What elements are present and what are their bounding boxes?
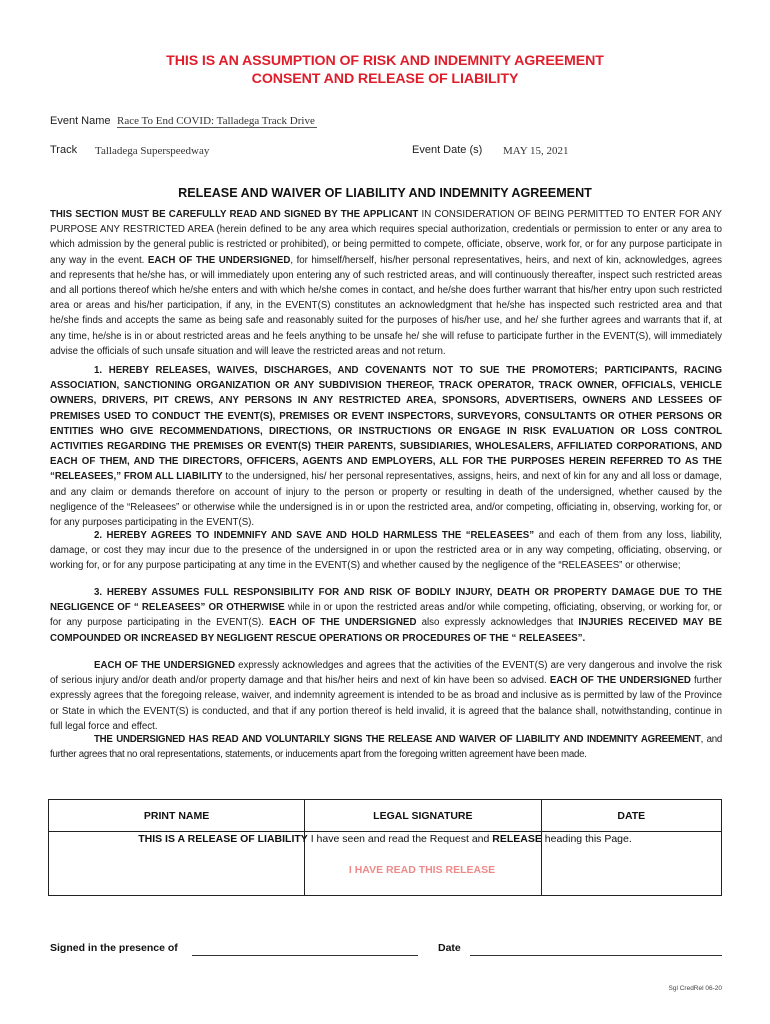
witness-label: Signed in the presence of [50, 942, 178, 954]
acknowledgement-paragraph [50, 658, 722, 734]
event-date-field[interactable]: MAY 15, 2021 [503, 145, 569, 157]
legal-signature-header: LEGAL SIGNATURE [305, 800, 541, 832]
intro-paragraph [50, 207, 722, 359]
event-name-field[interactable]: Race To End COVID: Talladega Track Drive [117, 115, 315, 127]
agreement-bold: THE UNDERSIGNED HAS READ AND VOLUNTARILY SIGNS THE RELEASE AND WAIVER OF LIABILITY AND INDEMNITY AGREEMENT [94, 734, 701, 745]
clause-2-text: and each of them from any loss, liability, damage, or cost they may incur due to the presence of the undersigned in or upon the restricted area or in any way competing, officiating, observing, or working for, or for any purpose participating at any time in the EVENT(S) and whether caused by the negligence of the “RELEASEES” or otherwise; [50, 530, 722, 572]
agreement-text: , and further agrees that no oral representations, statements, or inducements apart from the foregoing written agreement have been made. [50, 734, 723, 761]
notice-text-a: I have seen and read the Request and [307, 833, 493, 845]
intro-bold-2: EACH OF THE UNDERSIGNED [147, 254, 291, 266]
notice-text-b: heading this Page. [541, 833, 632, 845]
read-release-mark: I HAVE READ THIS RELEASE [348, 864, 496, 876]
intro-text-b: , for himself/herself, his/her personal representatives, heirs, and next of kin, acknowledges, agrees and represents that he/she has, or will immediately upon entering any of such restricted areas, and will continuously thereafter, inspect such restricted areas and all portions thereof which he/she enters and with which he/she comes in contact, and he/she does further warrant that his/her entry upon such restricted area or areas and his/her participation, if any, in the EVENT(S) constitutes an acknowledgment that he/she has inspected such restricted area and that he/she finds and accepts the same as being safe and reasonably suited for the purposes of his/her use, and he/ she further agrees and warrants that if, at any time, he/she is in or about restricted areas and he feels anything to be unsafe he/ she will refuse to participate further in the EVENT(S), will immediately advise the officials of such unsafe situation and will leave the restricted areas and not return. [50, 254, 722, 357]
track-field[interactable]: Talladega Superspeedway [95, 145, 210, 157]
clause-3-bold: 3. HEREBY ASSUMES FULL RESPONSIBILITY FOR AND RISK OF BODILY INJURY, DEATH OR PROPERTY DAMAGE DUE TO THE NEGLIGENCE OF “ RELEASEES” OR OTHERWISE [50, 587, 722, 614]
clause-1-bold: 1. HEREBY RELEASES, WAIVES, DISCHARGES, AND COVENANTS NOT TO SUE THE PROMOTERS; PARTICIPANTS, RACING ASSOCIATION, SANCTIONING ORGANIZATION OR ANY SUBDIVISION THEREOF, TRACK OPERATOR, TRACK OWNER, OFFICIALS, VEHICLE OWNERS, DRIVERS, PIT CREWS, ANY PERSONS IN ANY RESTRICTED AREA, SPONSORS, ADVERTISERS, OWNERS AND LESSEES OF PREMISES USED TO CONDUCT THE EVENT(S), PREMISES OR EVENT INSPECTORS, SURVEYORS, CONSULTANTS OR OTHER PERSONS OR ENTITIES WHO GIVE RECOMMENDATIONS, DIRECTIONS, OR INSTRUCTIONS OR ENGAGE IN RISK EVALUATION OR LOSS CONTROL ACTIVITIES REGARDING THE PREMISES OR EVENT(S) THEIR PARENTS, SUBSIDIARIES, WHOLESALERS, AFFILIATED CORPORATIONS, AND EACH OF THEM, AND THE DIRECTORS, OFFICERS, AGENTS AND EMPLOYERS, ALL FOR THE PURPOSES HEREIN REFERRED TO AS THE “RELEASEES,” FROM ALL LIABILITY [50, 365, 722, 483]
witness-line[interactable] [192, 955, 418, 956]
clause-3-bold-3: INJURIES RECEIVED MAY BE COMPOUNDED OR INCREASED BY NEGLIGENT RESCUE OPERATIONS OR PROCEDURES OF THE “ RELEASEES”. [50, 617, 722, 644]
clause-3-text-b: also expressly acknowledges that [416, 617, 579, 629]
form-title-line-2: CONSENT AND RELEASE OF LIABILITY [251, 71, 519, 87]
print-name-header: PRINT NAME [49, 800, 305, 832]
form-title-line-1: THIS IS AN ASSUMPTION OF RISK AND INDEMNITY AGREEMENT [166, 53, 604, 69]
ack-text-a: expressly acknowledges and agrees that the activities of the EVENT(S) are very dangerous and involve the risk of serious injury and/or death and/or property damage and that his/her heirs and next of kin have been so advised. [50, 660, 722, 687]
date-header: DATE [541, 800, 721, 832]
clause-1-text: to the undersigned, his/ her personal representatives, assigns, heirs, and next of kin for any and all loss or damage, and any claim or demands therefore on account of injury to the person or property or resulting in death of the undersigned, whether caused by the negligence of the “Releasees” or otherwise while the undersigned is in or upon the restricted area, and/or competing, officiating in, observing, working for, or for any purposes participating in the EVENT(S). [50, 471, 722, 529]
notice-bold: THIS IS A RELEASE OF LIABILITY [138, 833, 308, 845]
event-date-label: Event Date (s) [412, 144, 483, 156]
track-label: Track [50, 144, 78, 156]
notice-bold-2: RELEASE [492, 833, 542, 845]
event-name-label: Event Name [50, 115, 111, 127]
revision-code: Sgl CredRel 06-20 [668, 985, 722, 992]
ack-bold: EACH OF THE UNDERSIGNED [94, 660, 236, 671]
intro-bold: THIS SECTION MUST BE CAREFULLY READ AND SIGNED BY THE APPLICANT [50, 209, 419, 220]
signature-table [48, 799, 722, 896]
clause-1-paragraph [50, 363, 722, 530]
agreement-paragraph [50, 732, 722, 762]
clause-2-paragraph [50, 528, 722, 574]
clause-3-bold-2: EACH OF THE UNDERSIGNED [269, 617, 417, 629]
clause-3-paragraph [50, 585, 722, 646]
intro-text-a: IN CONSIDERATION OF BEING PERMITTED TO ENTER FOR ANY PURPOSE ANY RESTRICTED AREA (herein defined to be any area which requires special authorization, credentials or permission to enter or any area to which admission by the general public is restricted or prohibited), or being permitted to compete, officiate, observe, work for, or for any purpose participate in any way in the event. [50, 209, 722, 266]
footer-date-line[interactable] [470, 955, 722, 956]
footer-date-label: Date [438, 942, 461, 954]
release-notice [48, 833, 722, 845]
section-heading: RELEASE AND WAIVER OF LIABILITY AND INDEMNITY AGREEMENT [178, 186, 592, 200]
clause-2-bold: 2. HEREBY AGREES TO INDEMNIFY AND SAVE AND HOLD HARMLESS THE “RELEASEES” [94, 530, 535, 541]
ack-text-b: further expressly agrees that the foregoing release, waiver, and indemnity agreement is intended to be as broad and inclusive as is permitted by law of the Province or State in which the EVENT(S) is conducted, and that if any portion thereof is held invalid, it is agreed that the balance shall, notwithstanding, continue in full legal force and effect. [50, 675, 722, 732]
clause-3-text-a: while in or upon the restricted areas and/or while competing, officiating, observing, or working for, or for any purpose participating in the EVENT(S). [50, 602, 722, 629]
ack-bold-2: EACH OF THE UNDERSIGNED [549, 675, 691, 687]
